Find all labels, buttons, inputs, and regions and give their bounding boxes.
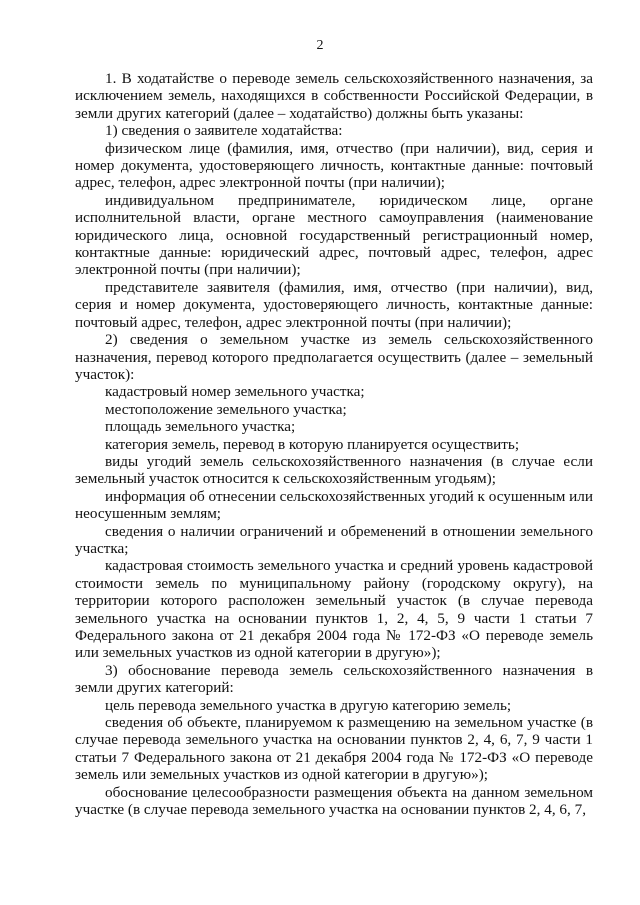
paragraph: местоположение земельного участка; [105, 400, 347, 418]
paragraph: 2) сведения о земельном участке из земель сельскохозяйственного назначения, перевод которого предполагается осуществить (далее – земельный участок): [75, 331, 593, 383]
paragraph: виды угодий земель сельскохозяйственного назначения (в случае если земельный участок относится к сельскохозяйственным угодьям); [75, 452, 593, 488]
paragraph: 1) сведения о заявителе ходатайства: [105, 122, 343, 140]
paragraph: индивидуальном предпринимателе, юридическом лице, органе исполнительной власти, органе местного самоуправления (наименование юридического лица, основной государственный регистрационный номер, контактные данные: юридический адрес, почтовый адрес, телефон, адрес электронной почты (при наличии); [75, 191, 593, 279]
paragraph: информация об отнесении сельскохозяйственных угодий к осушенным или неосушенным землям; [75, 487, 593, 523]
paragraph: представителе заявителя (фамилия, имя, отчество (при наличии), вид, серия и номер документа, удостоверяющего личность, контактные данные: почтовый адрес, телефон, адрес электронной почты (при наличии); [75, 278, 593, 331]
paragraph: кадастровый номер земельного участка; [105, 383, 365, 401]
paragraph: кадастровая стоимость земельного участка и средний уровень кадастровой стоимости земель по муниципальному району (городскому округу), на территории которого расположен земельный участок (в случае перевода земельного участка на основании пунктов 1, 2, 4, 5, 9 части 1 статьи 7 Федерального закона от 21 декабря 2004 года № 172-ФЗ «О переводе земель или земельных участков из одной категории в другую»); [75, 557, 593, 662]
paragraph: цель перевода земельного участка в другую категорию земель; [105, 696, 512, 714]
paragraph: категория земель, перевод в которую планируется осуществить; [105, 435, 520, 453]
paragraph: сведения о наличии ограничений и обременений в отношении земельного участка; [75, 522, 593, 557]
paragraph: сведения об объекте, планируемом к размещению на земельном участке (в случае перевода земельного участка на основании пунктов 2, 4, 6, 7, 9 части 1 статьи 7 Федерального закона от 21 декабря 2004 года № 172-ФЗ «О переводе земель или земельных участков из одной категории в другую»); [75, 714, 593, 784]
page-number: 2 [316, 38, 324, 53]
paragraph: 3) обоснование перевода земель сельскохозяйственного назначения в земли других категорий: [75, 661, 593, 697]
paragraph: физическом лице (фамилия, имя, отчество (при наличии), вид, серия и номер документа, удостоверяющего личность, контактные данные: почтовый адрес, телефон, адрес электронной почты (при наличии); [75, 139, 593, 192]
paragraph: обоснование целесообразности размещения объекта на данном земельном участке (в случае перевода земельного участка на основании пунктов 2, 4, 6, 7, [75, 783, 593, 819]
paragraph: 1. В ходатайстве о переводе земель сельскохозяйственного назначения, за исключением земель, находящихся в собственности Российской Федерации, в земли других категорий (далее – ходатайство) должны быть указаны: [75, 70, 593, 122]
paragraph: площадь земельного участка; [105, 418, 296, 436]
document-body [75, 70, 593, 818]
